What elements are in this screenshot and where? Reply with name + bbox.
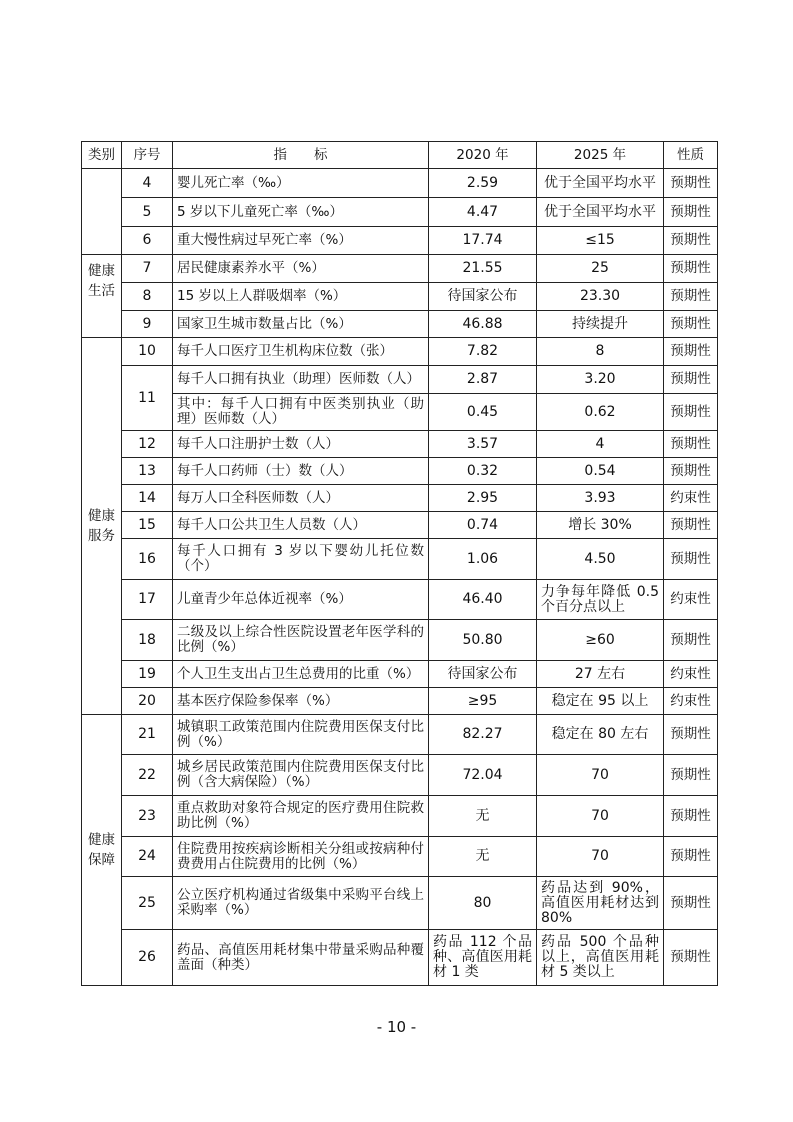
header-nature: 性质 xyxy=(664,142,718,169)
value-2020-cell: 21.55 xyxy=(429,255,537,283)
nature-cell: 预期性 xyxy=(664,431,718,458)
table-row xyxy=(82,366,718,394)
table-row xyxy=(82,311,718,338)
seq-cell: 11 xyxy=(122,366,173,431)
table-row xyxy=(82,661,718,688)
nature-cell: 约束性 xyxy=(664,688,718,715)
seq-cell: 4 xyxy=(122,169,173,198)
table-row xyxy=(82,338,718,366)
seq-cell: 10 xyxy=(122,338,173,366)
value-2020-cell: 46.88 xyxy=(429,311,537,338)
indicator-cell: 每千人口拥有 3 岁以下婴幼儿托位数（个） xyxy=(173,539,429,580)
table-row xyxy=(82,755,718,796)
value-2025-cell: 稳定在 80 左右 xyxy=(537,715,664,755)
seq-cell: 26 xyxy=(122,930,173,986)
nature-cell: 预期性 xyxy=(664,539,718,580)
value-2025-cell: 4 xyxy=(537,431,664,458)
nature-cell: 预期性 xyxy=(664,227,718,255)
seq-cell: 18 xyxy=(122,620,173,661)
header-2020: 2020 年 xyxy=(429,142,537,169)
indicator-cell: 城镇职工政策范围内住院费用医保支付比例（%） xyxy=(173,715,429,755)
seq-cell: 7 xyxy=(122,255,173,283)
value-2020-cell: 1.06 xyxy=(429,539,537,580)
value-2020-cell: 4.47 xyxy=(429,198,537,227)
value-2025-cell: 70 xyxy=(537,796,664,837)
value-2025-cell: 0.62 xyxy=(537,394,664,431)
indicator-cell: 婴儿死亡率（‰） xyxy=(173,169,429,198)
table-row xyxy=(82,930,718,986)
value-2020-cell: 50.80 xyxy=(429,620,537,661)
seq-cell: 19 xyxy=(122,661,173,688)
table-row xyxy=(82,715,718,755)
table-row xyxy=(82,169,718,198)
indicator-cell: 每千人口医疗卫生机构床位数（张） xyxy=(173,338,429,366)
header-indicator: 指 标 xyxy=(173,142,429,169)
seq-cell: 22 xyxy=(122,755,173,796)
value-2020-cell: 3.57 xyxy=(429,431,537,458)
value-2020-cell: 0.45 xyxy=(429,394,537,431)
value-2025-cell: 0.54 xyxy=(537,458,664,485)
nature-cell: 预期性 xyxy=(664,394,718,431)
indicator-cell: 每千人口拥有执业（助理）医师数（人） xyxy=(173,366,429,394)
value-2025-cell: 优于全国平均水平 xyxy=(537,169,664,198)
seq-cell: 20 xyxy=(122,688,173,715)
value-2025-cell: 药品达到 90%，高值医用耗材达到 80% xyxy=(537,877,664,930)
value-2025-cell: 8 xyxy=(537,338,664,366)
seq-cell: 13 xyxy=(122,458,173,485)
value-2020-cell: 药品 112 个品种、高值医用耗材 1 类 xyxy=(429,930,537,986)
value-2020-cell: 2.87 xyxy=(429,366,537,394)
table-row xyxy=(82,431,718,458)
value-2020-cell: 72.04 xyxy=(429,755,537,796)
table-row xyxy=(82,198,718,227)
page-number: - 10 - xyxy=(376,1018,417,1036)
table-row xyxy=(82,255,718,283)
indicator-cell: 每千人口公共卫生人员数（人） xyxy=(173,512,429,539)
indicator-cell: 重点救助对象符合规定的医疗费用住院救助比例（%） xyxy=(173,796,429,837)
seq-cell: 14 xyxy=(122,485,173,512)
indicator-cell: 其中：每千人口拥有中医类别执业（助理）医师数（人） xyxy=(173,394,429,431)
value-2025-cell: 70 xyxy=(537,755,664,796)
nature-cell: 预期性 xyxy=(664,366,718,394)
indicator-cell: 5 岁以下儿童死亡率（‰） xyxy=(173,198,429,227)
value-2020-cell: 80 xyxy=(429,877,537,930)
value-2020-cell: 46.40 xyxy=(429,580,537,620)
seq-cell: 5 xyxy=(122,198,173,227)
value-2020-cell: 0.32 xyxy=(429,458,537,485)
seq-cell: 8 xyxy=(122,283,173,311)
indicator-cell: 城乡居民政策范围内住院费用医保支付比例（含大病保险）（%） xyxy=(173,755,429,796)
seq-cell: 6 xyxy=(122,227,173,255)
nature-cell: 预期性 xyxy=(664,338,718,366)
seq-cell: 12 xyxy=(122,431,173,458)
value-2025-cell: 3.93 xyxy=(537,485,664,512)
nature-cell: 预期性 xyxy=(664,877,718,930)
value-2025-cell: 27 左右 xyxy=(537,661,664,688)
header-seq: 序号 xyxy=(122,142,173,169)
table-row xyxy=(82,580,718,620)
header-category: 类别 xyxy=(82,142,122,169)
seq-cell: 17 xyxy=(122,580,173,620)
nature-cell: 预期性 xyxy=(664,255,718,283)
value-2020-cell: 17.74 xyxy=(429,227,537,255)
nature-cell: 预期性 xyxy=(664,837,718,877)
value-2025-cell: 稳定在 95 以上 xyxy=(537,688,664,715)
value-2025-cell: 药品 500 个品种以上，高值医用耗材 5 类以上 xyxy=(537,930,664,986)
nature-cell: 约束性 xyxy=(664,580,718,620)
value-2020-cell: 0.74 xyxy=(429,512,537,539)
value-2025-cell: 3.20 xyxy=(537,366,664,394)
category-cell: 健康 生活 xyxy=(82,255,122,338)
indicator-cell: 国家卫生城市数量占比（%） xyxy=(173,311,429,338)
indicator-cell: 儿童青少年总体近视率（%） xyxy=(173,580,429,620)
indicator-cell: 15 岁以上人群吸烟率（%） xyxy=(173,283,429,311)
header-row xyxy=(82,142,718,169)
category-cell: 健康 保障 xyxy=(82,715,122,986)
header-2025: 2025 年 xyxy=(537,142,664,169)
value-2025-cell: 70 xyxy=(537,837,664,877)
nature-cell: 预期性 xyxy=(664,311,718,338)
indicator-cell: 重大慢性病过早死亡率（%） xyxy=(173,227,429,255)
indicator-cell: 药品、高值医用耗材集中带量采购品种覆盖面（种类） xyxy=(173,930,429,986)
seq-cell: 9 xyxy=(122,311,173,338)
table-row xyxy=(82,539,718,580)
seq-cell: 23 xyxy=(122,796,173,837)
nature-cell: 预期性 xyxy=(664,930,718,986)
indicator-cell: 二级及以上综合性医院设置老年医学科的比例（%） xyxy=(173,620,429,661)
value-2025-cell: 力争每年降低 0.5 个百分点以上 xyxy=(537,580,664,620)
indicator-cell: 住院费用按疾病诊断相关分组或按病种付费费用占住院费用的比例（%） xyxy=(173,837,429,877)
indicator-cell: 基本医疗保险参保率（%） xyxy=(173,688,429,715)
nature-cell: 预期性 xyxy=(664,283,718,311)
indicator-table xyxy=(81,141,718,986)
table-row xyxy=(82,227,718,255)
nature-cell: 预期性 xyxy=(664,715,718,755)
value-2025-cell: ≤15 xyxy=(537,227,664,255)
table-row xyxy=(82,283,718,311)
table-row xyxy=(82,877,718,930)
value-2020-cell: 82.27 xyxy=(429,715,537,755)
indicator-cell: 居民健康素养水平（%） xyxy=(173,255,429,283)
value-2020-cell: 7.82 xyxy=(429,338,537,366)
table-row xyxy=(82,796,718,837)
nature-cell: 预期性 xyxy=(664,169,718,198)
value-2025-cell: 4.50 xyxy=(537,539,664,580)
table-row xyxy=(82,512,718,539)
category-cell: 健康 服务 xyxy=(82,338,122,715)
table-row xyxy=(82,394,718,431)
nature-cell: 预期性 xyxy=(664,512,718,539)
seq-cell: 25 xyxy=(122,877,173,930)
value-2025-cell: 23.30 xyxy=(537,283,664,311)
value-2025-cell: 持续提升 xyxy=(537,311,664,338)
value-2025-cell: ≥60 xyxy=(537,620,664,661)
nature-cell: 约束性 xyxy=(664,485,718,512)
value-2020-cell: ≥95 xyxy=(429,688,537,715)
value-2025-cell: 优于全国平均水平 xyxy=(537,198,664,227)
value-2025-cell: 增长 30% xyxy=(537,512,664,539)
nature-cell: 预期性 xyxy=(664,755,718,796)
seq-cell: 15 xyxy=(122,512,173,539)
indicator-cell: 每万人口全科医师数（人） xyxy=(173,485,429,512)
table-row xyxy=(82,485,718,512)
seq-cell: 21 xyxy=(122,715,173,755)
value-2020-cell: 待国家公布 xyxy=(429,661,537,688)
seq-cell: 24 xyxy=(122,837,173,877)
category-cell xyxy=(82,169,122,255)
indicator-cell: 每千人口注册护士数（人） xyxy=(173,431,429,458)
value-2020-cell: 无 xyxy=(429,796,537,837)
indicator-cell: 个人卫生支出占卫生总费用的比重（%） xyxy=(173,661,429,688)
value-2020-cell: 待国家公布 xyxy=(429,283,537,311)
table-row xyxy=(82,620,718,661)
nature-cell: 预期性 xyxy=(664,796,718,837)
table-row xyxy=(82,688,718,715)
table-row xyxy=(82,837,718,877)
indicator-cell: 每千人口药师（士）数（人） xyxy=(173,458,429,485)
nature-cell: 预期性 xyxy=(664,198,718,227)
seq-cell: 16 xyxy=(122,539,173,580)
value-2020-cell: 2.95 xyxy=(429,485,537,512)
nature-cell: 预期性 xyxy=(664,458,718,485)
nature-cell: 预期性 xyxy=(664,620,718,661)
nature-cell: 约束性 xyxy=(664,661,718,688)
table-row xyxy=(82,458,718,485)
indicator-cell: 公立医疗机构通过省级集中采购平台线上采购率（%） xyxy=(173,877,429,930)
value-2020-cell: 2.59 xyxy=(429,169,537,198)
value-2020-cell: 无 xyxy=(429,837,537,877)
value-2025-cell: 25 xyxy=(537,255,664,283)
